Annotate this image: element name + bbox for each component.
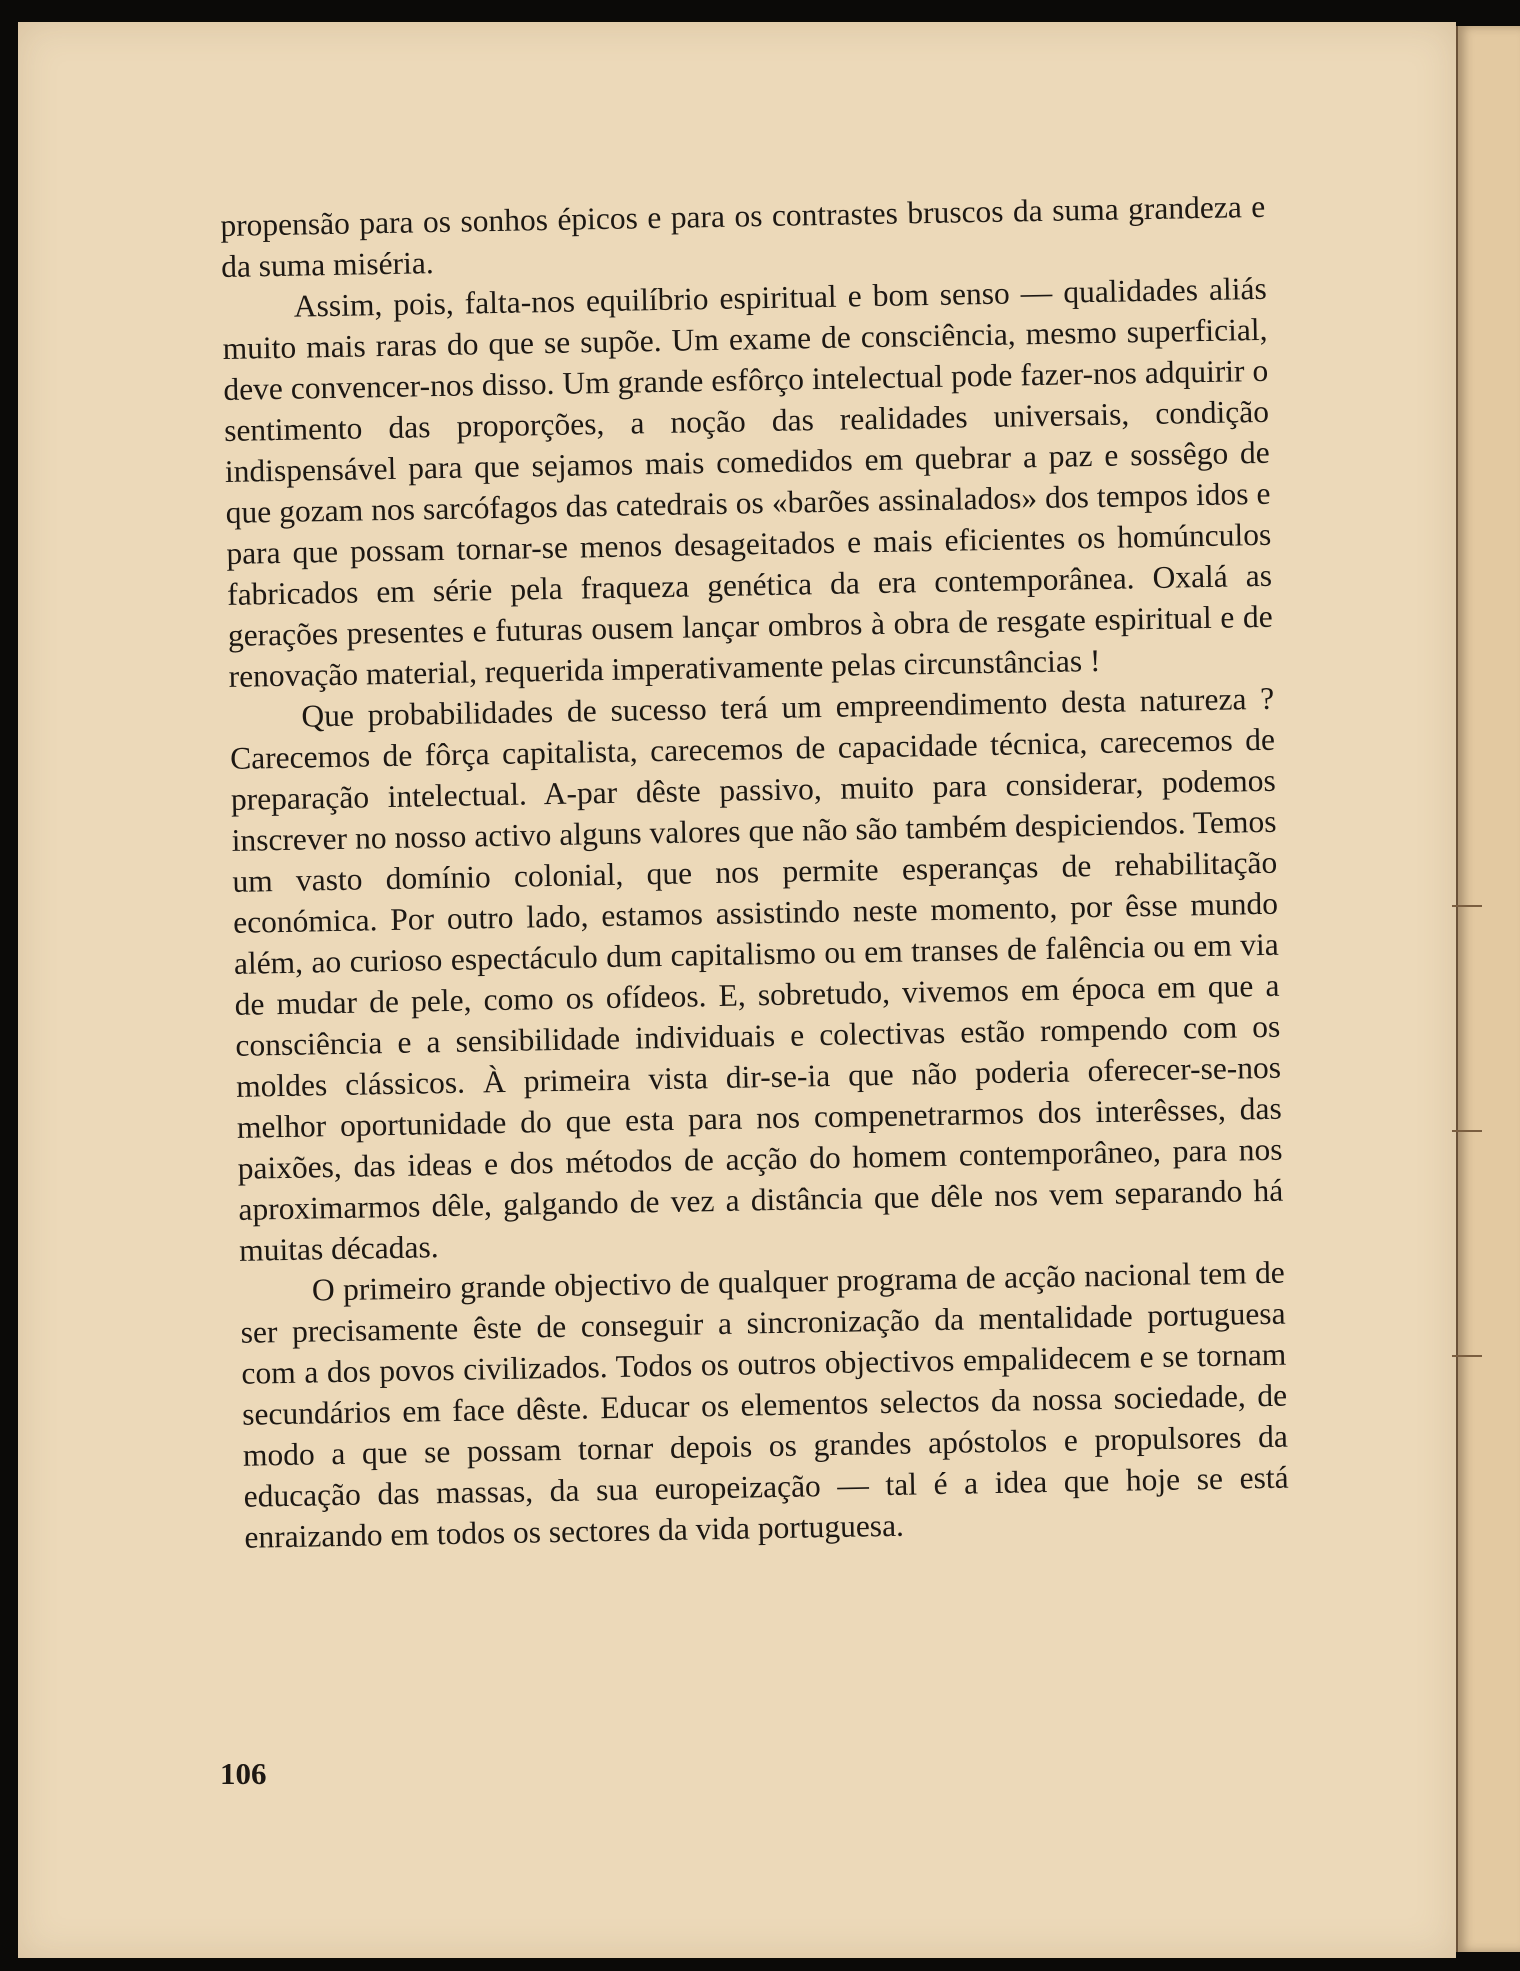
- paragraph: Assim, pois, falta-nos equilíbrio espiritual e bom senso — qualidades aliás muito mais raras do que se supõe. Um exame de consciência, mesmo superficial, deve convencer-nos disso. Um grande esfôrço intelectual pode fazer-nos adquirir o sentimento das proporções, a noção das realidades universais, condição indispensável para que sejamos mais comedidos em quebrar a paz e sossêgo de que gozam nos sarcófagos das catedrais os «barões assinalados» dos tempos idos e para que possam tornar-se menos desageitados e mais eficientes os homúnculos fabricados em série pela fraqueza genética da era contemporânea. Oxalá as gerações presentes e futuras ousem lançar ombros à obra de resgate espiritual e de renovação material, requerida imperativamente pelas circunstâncias !: [222, 270, 1274, 694]
- adjacent-page-edge: [1456, 26, 1520, 1952]
- page-edge-mark: [1452, 1355, 1482, 1357]
- paragraph: propensão para os sonhos épicos e para os contrastes bruscos da suma grandeza e da suma miséria.: [220, 188, 1266, 284]
- paragraph: O primeiro grande objectivo de qualquer programa de acção nacional tem de ser precisamente êste de conseguir a sincronização da mentalidade portuguesa com a dos povos civilizados. Todos os outros objectivos empalidecem e se tornam secundários em face dêste. Educar os elementos selectos da nossa sociedade, de modo a que se possam tornar depois os grandes apóstolos e propulsores da educação das massas, da sua europeização — tal é a idea que hoje se está enraizando em todos os sectores da vida portuguesa.: [240, 1254, 1289, 1555]
- page-number: 106: [220, 1756, 267, 1791]
- page-edge-mark: [1452, 1130, 1482, 1132]
- body-text: [220, 186, 1290, 1558]
- page-edge-mark: [1452, 905, 1482, 907]
- paragraph: Que probabilidades de sucesso terá um empreendimento desta natureza ? Carecemos de fôrça capitalista, carecemos de capacidade técnica, carecemos de preparação intelectual. A-par dêste passivo, muito para considerar, podemos inscrever no nosso activo alguns valores que não são também despiciendos. Temos um vasto domínio colonial, que nos permite esperanças de rehabilitação económica. Por outro lado, estamos assistindo neste momento, por êsse mundo além, ao curioso espectáculo dum capitalismo ou em transes de falência ou em via de mudar de pele, como os ofídeos. E, sobretudo, vivemos em época em que a consciência e a sensibilidade individuais e colectivas estão rompendo com os moldes clássicos. À primeira vista dir-se-ia que não poderia oferecer-se-nos melhor oportunidade do que esta para nos compenetrarmos dos interêsses, das paixões, das ideas e dos métodos de acção do homem contemporâneo, para nos aproximarmos dêle, galgando de vez a distância que dêle nos vem separando há muitas décadas.: [229, 680, 1284, 1268]
